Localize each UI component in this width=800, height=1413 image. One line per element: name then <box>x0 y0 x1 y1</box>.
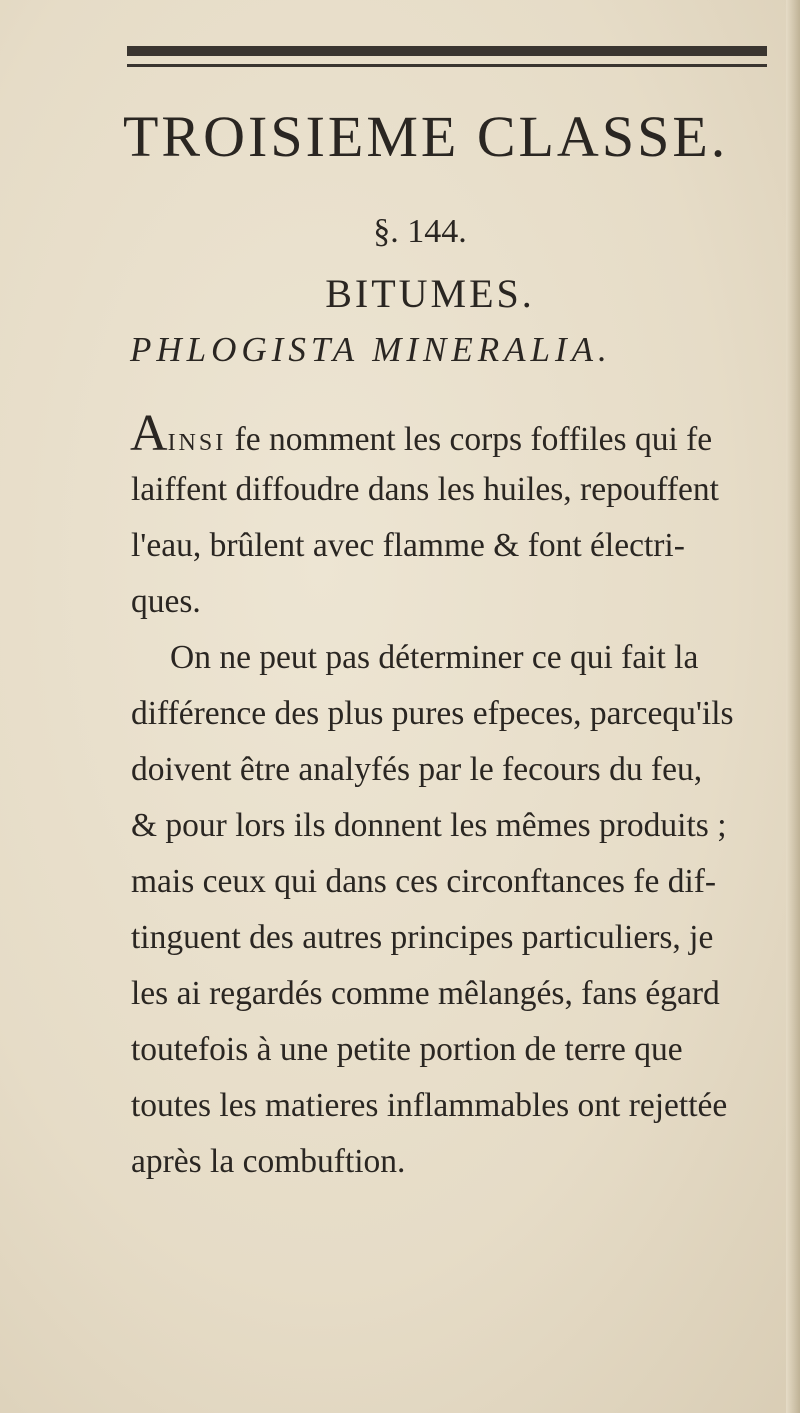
paragraph-2-line-9: toutes les matieres inflammables ont rejettée <box>131 1087 728 1124</box>
paragraph-2-line-8: toutefois à une petite portion de terre que <box>131 1031 683 1068</box>
chapter-heading: TROISIEME CLASSE. <box>123 104 729 169</box>
small-caps-word: INSI <box>167 430 227 456</box>
paragraph-2-line-1: On ne peut pas déterminer ce qui fait la <box>170 639 699 676</box>
paragraph-1-line-1: AINSI fe nomment les corps foffiles qui fe <box>130 405 713 462</box>
paragraph-2-line-3: doivent être analyfés par le fecours du feu, <box>131 751 703 788</box>
paragraph-2-line-10: après la combuftion. <box>131 1143 406 1180</box>
paragraph-1-line-2: laiffent diffoudre dans les huiles, repouffent <box>131 471 719 508</box>
paragraph-1-line-4: ques. <box>131 583 201 620</box>
drop-cap: A <box>130 405 168 462</box>
paragraph-2-line-7: les ai regardés comme mêlangés, fans égard <box>131 975 720 1012</box>
paragraph-2-line-2: différence des plus pures efpeces, parcequ'ils <box>131 695 734 732</box>
latin-subtitle: PHLOGISTA MINERALIA. <box>130 330 612 369</box>
paragraph-2-line-5: mais ceux qui dans ces circonftances fe dif- <box>131 863 717 900</box>
section-number-144: §. 144. <box>373 213 467 250</box>
paragraph-2-line-6: tinguent des autres principes particuliers, je <box>131 919 714 956</box>
section-title: BITUMES. <box>325 271 535 316</box>
paragraph-1-line-3: l'eau, brûlent avec flamme & font électri- <box>131 527 685 564</box>
paragraph-2-line-4: & pour lors ils donnent les mêmes produits ; <box>131 807 727 844</box>
